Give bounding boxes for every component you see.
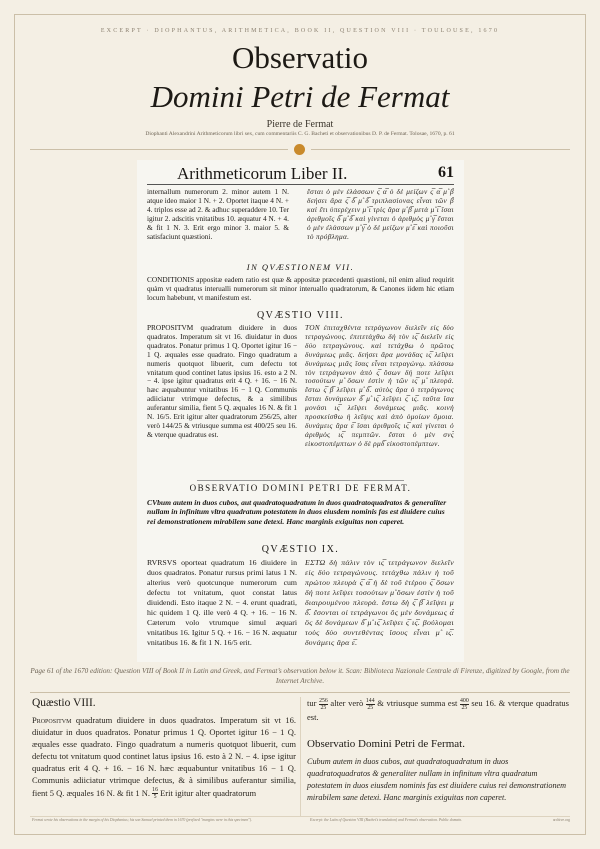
scan-question-9-greek: ΕΣΤΩ δὴ πάλιν τὸν ις̅ τετράγωνον διελεῖν εἰς δύο τετραγώνους. τετάχθω πάλιν ἡ τοῦ πρώτου πλευρὰ ς̅ α̅ ἡ δὲ τοῦ ἑτέρου ς̅ ὅσων δή ποτε λεῖψει τοσούτων μ̊ ὅσων ἐστὶν ἡ τοῦ διαιρουμένου πλευρά. ἔστω δὴ ς̅ β̅ λεῖψει μ̊ δ̅. ἔσονται οἱ τετράγωνοι ὃς μὲν δυνάμεως α̅ ὃς δὲ δυνάμεων δ̅ μ̊ ις̅ λεῖψει ς̅ ις̅. βούλομαι τοὺς δύο συντεθέντας ἴσους εἶναι μ̊ ις̅. δυνάμεις ἄρα ε̅. <box>305 558 454 647</box>
scan-page-number: 61 <box>438 164 454 181</box>
footer-note-left: Fermat wrote his observations in the margin of his Diophantus; his son Samuel printed them in 1670 (prefixed "margins were in this specimen"). <box>32 818 253 822</box>
scan-top-greek: ἔσται ὁ μὲν ἐλάσσων ς̅ α̅ ὁ δὲ μείζων ς̅ α̅ μ̊ β̅ δεήσει ἄρα ς̅ δ̅ μ̊ δ̅ τριπλασίονας εἶναι τῶν β̅ καὶ ἔτι ὑπερέχειν μ̊ ι̅ τρὶς ἄρα μ̊ β̅ μετὰ μ̊ ι̅ ἴσαι ἀριθμοῖς δ̅ μ̊ δ̅ καὶ γίνεται ὁ ἀριθμὸς μ̊ γ̅ ἔσται ὁ μὲν ἐλάσσων μ̊ γ̅ ὁ δὲ μείζων μ̊ ε̅ καὶ ποιοῦσι τὸ πρόβλημα. <box>307 188 454 241</box>
translation-text-part-a: quadratum diuidere in duos quadratos. Imperatum sit vt 16. diuidatur in duos quadratos. Ponatur primus 1 Q. Oportet igitur 16 − 1 Q. æquales esse quadrato. Fingo quadratum a numeris quotquot libuerit, cum defectu tot vnitatum quod continet latus ipsius 16. esto à 2 N. − 4. ipse igitur quadratus erit 4 Q. + 16. − 16 N. hæc æquabuntur vnitatibus 16 − 1 Q. Communis adiiciatur vtrimque defectus, & à similibus auferantur similia, fient 5 Q. æquales 16 N. & fit 1 N. <box>32 715 296 798</box>
scan-question-8-latin: PROPOSITVM quadratum diuidere in duos quadratos. Imperatum sit vt 16. diuidatur in duos quadratos. Ponatur primus 1 Q. Oportet igitur 16 − 1 Q. æquales esse quadrato. Fingo quadratum a numeris quotquot libuerit, cum defectu tot vnitatum quod continet latus ipsius 16. esto a 2 N. − 4. ipse igitur quadratus erit 4 Q. + 16. − 16 N. hæc æquabuntur vnitatibus 16 − 1 Q. Communis adiiciatur vtrimque defectus, & a similibus auferantur similia, fient 5 Q. æquales 16 N. & fit 1 N. 16/5. Erit igitur alter quadratorum 256/25, alter verò 144/25 & vtriusque summa est 400/25 seu 16. & vterque quadratus est. <box>147 324 297 439</box>
translation-column <box>32 697 296 800</box>
translation-text-part-b: Erit igitur alter quadratorum <box>157 787 257 798</box>
translation-text-part-d: & vtriusque summa est <box>374 698 461 708</box>
scan-question-9-latin: RVRSVS oporteat quadratum 16 diuidere in duos quadratos. Ponatur rursus primi latus 1 N. alterius verò quotcunque numerorum cum defectu tot vnitatum, quot constat latus diuidendi. Esto itaque 2 N. − 4. erunt quadrati, hic quidem 1 Q. ille verò 4 Q. + 16. − 16 N. Cæterum volo vtrumque simul æquari vnitatibus 16. Igitur 5 Q. + 16. − 16 N. æquatur vnitatibus 16. & fit 1 N. 16/5 erit. <box>147 558 297 647</box>
scan-observation-text: CVbum autem in duos cubos, aut quadratoquadratum in duos quadratoquadratos & generaliter nullam in infinitum vltra quadratum potestatem in duos eiusdem nominis fas est diuidere cuius rei demonstrationem mirabilem sane detexi. Hanc marginis exiguitas non caperet. <box>147 498 447 526</box>
scan-top-latin: internallum numerorum 2. minor autem 1 N. atque ideo maior 1 N. + 2. Oportet itaque 4 N. + 4. triplos esse ad 2. & adhuc superaddere 10. Ter igitur 2. adscitis vnitatibus 10. æquatur 4 N. + 4. & fit 1 N. 3. Erit ergo minor 3. maior 5. & satisfaciunt quæstioni. <box>147 188 289 241</box>
translation-heading: Quæstio VIII. <box>32 697 96 709</box>
page-subtitle: Domini Petri de Fermat <box>150 79 450 114</box>
fraction-256-25: $\frac{256}{25}$ <box>319 697 328 711</box>
translation-text <box>32 714 296 800</box>
section-rule <box>30 692 570 693</box>
footer-rule <box>30 816 570 817</box>
footer-source-link[interactable]: archive.org <box>552 818 570 822</box>
fraction-400-25: $\frac{400}{25}$ <box>460 697 469 711</box>
citation: Diophanti Alexandrini Arithmeticorum libri sex, cum commentariis C. G. Bacheti et observationibus D. P. de Fermat. Tolosae, 1670, p. 61 <box>145 131 455 137</box>
ornament-rule-right <box>311 149 570 150</box>
scan-question-8-greek: ΤΟΝ ἐπιταχθέντα τετράγωνον διελεῖν εἰς δύο τετραγώνους. ἐπιτετάχθω δὴ τὸν ις̅ διελεῖν εἰς δύο τετραγώνους. καὶ τετάχθω ὁ πρῶτος δυνάμεως μιᾶς. δεήσει ἄρα μονάδας ις̅ λεῖψει δυνάμεως μιᾶς ἴσας εἶναι τετραγώνῳ. πλάσσω τὸν τετράγωνον ἀπὸ ς̅ ὅσων δή ποτε λεῖψει τοσούτων μ̊ ὅσων ἐστὶν ἡ τῶν ις̅ μ̊ πλευρά. ἔστω ς̅ β̅ λεῖψει μ̊ δ̅. αὐτὸς ἄρα ὁ τετράγωνος ἔσται δυνάμεων δ̅ μ̊ ις̅ λεῖψει ς̅ ις̅. ταῦτα ἴσα μονάσι ις̅ λεῖψει δυνάμεως μιᾶς. κοινὴ προσκείσθω ἡ λεῖψις καὶ ἀπὸ ὁμοίων ὅμοια. δυνάμεις ἄρα ε̅ ἴσαι ἀριθμοῖς ις̅ καὶ γίνεται ὁ ἀριθμὸς ις̅ πεμπτῶν. ἔσται ὁ μὲν σνς̅ εἰκοστοπέμπτων ὁ δὲ ρμδ̅ εἰκοστοπέμπτων. <box>305 324 454 448</box>
translation-lead-word: Propositvm <box>32 715 72 725</box>
ornament-dot-icon <box>294 144 305 155</box>
translation-text-part-c: alter verò <box>327 698 366 708</box>
footer-note-center: Excerpt: the Latin of Question VIII (Bachet’s translation) and Fermat’s observation. Public domain. <box>310 818 463 822</box>
observation-column <box>307 697 569 804</box>
fraction-144-25: $\frac{144}{25}$ <box>365 697 375 711</box>
scan-observation-heading: OBSERVATIO DOMINI PETRI DE FERMAT. <box>189 483 412 493</box>
running-head: EXCERPT · DIOPHANTUS, ARITHMETICA, BOOK II, QUESTION VIII · TOULOUSE, 1670 <box>100 28 500 34</box>
scan-page-title: Arithmeticorum Liber II. <box>177 164 348 183</box>
ornament-rule-left <box>30 149 288 150</box>
scan-divider <box>197 480 404 481</box>
page-title: Observatio <box>231 40 369 75</box>
translation-text-part-e: seu 16. & vterque quadratus est. <box>307 698 569 722</box>
fraction-16-5: $\frac{16}{5}$ <box>152 787 158 801</box>
scan-in-question-heading: IN QVÆSTIONEM VII. <box>246 262 355 272</box>
observation-text: Cubum autem in duos cubos, aut quadratoquadratum in duos quadratoquadratos & generaliter nullam in infinitum vltra quadratum potestatem in duos eiusdem nominis fas est diuidere cuius rei demonstrationem mirabilem sane detexi. Hanc marginis exiguitas non caperet. <box>307 756 567 802</box>
scan-question-9-heading: QVÆSTIO IX. <box>261 544 340 555</box>
scan-header-rule <box>147 184 454 185</box>
scan-question-8-heading: QVÆSTIO VIII. <box>256 310 345 321</box>
scan-page-header <box>147 164 454 184</box>
translation-continuation <box>307 697 569 723</box>
observation-heading: Observatio Domini Petri de Fermat. <box>307 737 465 750</box>
translation-text-continued: tur <box>307 698 320 708</box>
page-scan-image <box>137 160 464 662</box>
scan-in-question-text: CONDITIONIS appositæ eadem ratio est quæ & appositæ præcedenti quæstioni, nil enim aliud requirit quàm vt quadratus interualli numerorum sit minor interuallo quadratorum, & Canones iidem hic etiam locum habebunt, vt manifestum est. <box>147 276 454 302</box>
column-divider <box>300 697 301 817</box>
author-name: Pierre de Fermat <box>266 119 334 130</box>
scan-caption: Page 61 of the 1670 edition: Question VIII of Book II in Latin and Greek, and Fermat’s observation below it. Scan: Biblioteca Nazionale Centrale di Firenze, digitized by Google, from the Internet Archive. <box>30 667 570 685</box>
